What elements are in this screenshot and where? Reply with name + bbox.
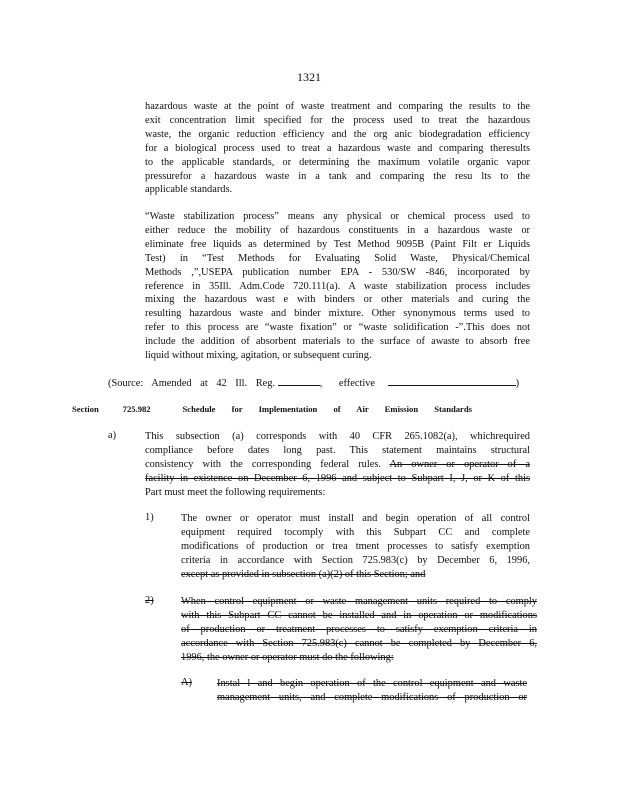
text-line: applicable standards. [145, 184, 233, 196]
text-line: resulting hazardous waste and binder mixture. Other synonymous terms used to [145, 308, 530, 320]
text-line: equipment required tocomply with this Subpart CC and complete [181, 526, 530, 538]
item-1-label: 1) [145, 512, 154, 523]
text-line: management units, and complete modifications of production or [217, 691, 527, 703]
waste-stabilization-definition [145, 210, 530, 363]
text-line: 1996, the owner or operator must do the following: [181, 651, 394, 663]
text-segment: consistency with the corresponding federal rules. [145, 458, 382, 470]
text-line: pressurefor a hazardous waste in a tank and comparing the resu lts to the [145, 170, 530, 182]
text-line: refer to this process are “waste fixation” or “waste solidification -”.This does not [145, 322, 530, 334]
struck-text: An owner or operator of a [389, 458, 530, 470]
text-line: for a biological process used to treat a hazardous waste and comparing theresults [145, 142, 530, 154]
section-title: Schedule for Implementation of Air Emission Standards [182, 404, 472, 414]
source-note [108, 375, 519, 389]
text-line: of production or treatment processes to satisfy exemption criteria in [181, 623, 537, 635]
page-number: 1321 [297, 70, 321, 84]
text-line: exit concentration limit specified for the process used to treat the hazardous [145, 114, 530, 126]
item-A-text [217, 677, 527, 705]
item-a-label: a) [108, 430, 117, 441]
text-line: to the applicable standards, or determining the maximum volatile organic vapor [145, 156, 530, 168]
text-line: with this Subpart CC cannot be installed and in operation or modifications [181, 609, 537, 621]
item-2-text [181, 595, 537, 665]
section-heading [72, 404, 472, 414]
text-line: hazardous waste at the point of waste treatment and comparing the results to the [145, 101, 530, 112]
text-line: accordance with Section 725.983(c) cannot be completed by December 6, [181, 637, 537, 649]
register-page-blank [278, 375, 320, 386]
text-line: This subsection (a) corresponds with 40 CFR 265.1082(a), whichrequired [145, 431, 530, 442]
effective-date-blank [388, 375, 516, 386]
text-line: liquid without mixing, agitation, or subsequent curing. [145, 350, 372, 362]
text-line: compliance before dates long past. This statement maintains structural [145, 444, 530, 456]
text-line: include the addition of absorbent materials to the surface of awaste to absorb free [145, 336, 530, 348]
text-line [145, 472, 530, 486]
section-number: 725.982 [122, 404, 151, 414]
item-1-text [181, 512, 530, 582]
definition-paragraph-continued [145, 100, 530, 197]
text-line: “Waste stabilization process” means any physical or chemical process used to [145, 211, 530, 222]
text-line: eliminate free liquids as determined by Test Method 9095B (Paint Filt er Liquids [145, 238, 530, 250]
text-line: When control equipment or waste management units required to comply [181, 596, 537, 607]
text-line: The owner or operator must install and begin operation of all control [181, 513, 530, 524]
text-line [145, 458, 530, 472]
item-A-label: A) [181, 677, 192, 688]
text-line: reference in 35Ill. Adm.Code 720.111(a). A waste stabilization process includes [145, 280, 530, 292]
text-line: Instal l and begin operation of the control equipment and waste [217, 678, 527, 689]
item-2-label: 2) [145, 595, 154, 606]
item-a-text [145, 430, 530, 500]
text-line [181, 568, 530, 582]
text-line: Part must meet the following requirements: [145, 486, 326, 498]
struck-text: facility in existence on December 6, 1996 and subject to Subpart I, J, or K of this [145, 472, 530, 484]
struck-text: except as provided in subsection (a)(2) of this Section; and [181, 568, 426, 580]
text-line: waste, the organic reduction efficiency and the org anic biodegradation efficiency [145, 128, 530, 140]
text-line: Methods ,”,USEPA publication number EPA - 530/SW -846, incorporated by [145, 266, 530, 278]
text-line: Test) in “Test Methods for Evaluating Solid Waste, Physical/Chemical [145, 252, 530, 264]
text-line: modifications of production or trea tment processes to satisfy exemption [181, 540, 530, 552]
text-line: mixing the hazardous wast e with binders or other materials and curing the [145, 294, 530, 306]
source-suffix: ) [515, 378, 520, 389]
text-line: either reduce the mobility of hazardous constituents in a hazardous waste or [145, 224, 530, 236]
source-prefix: (Source: Amended at 42 Ill. Reg. [108, 378, 276, 389]
text-line: criteria in accordance with Section 725.983(c) by December 6, 1996, [181, 554, 530, 566]
source-middle: , effective [319, 378, 376, 389]
section-word: Section [72, 404, 99, 414]
